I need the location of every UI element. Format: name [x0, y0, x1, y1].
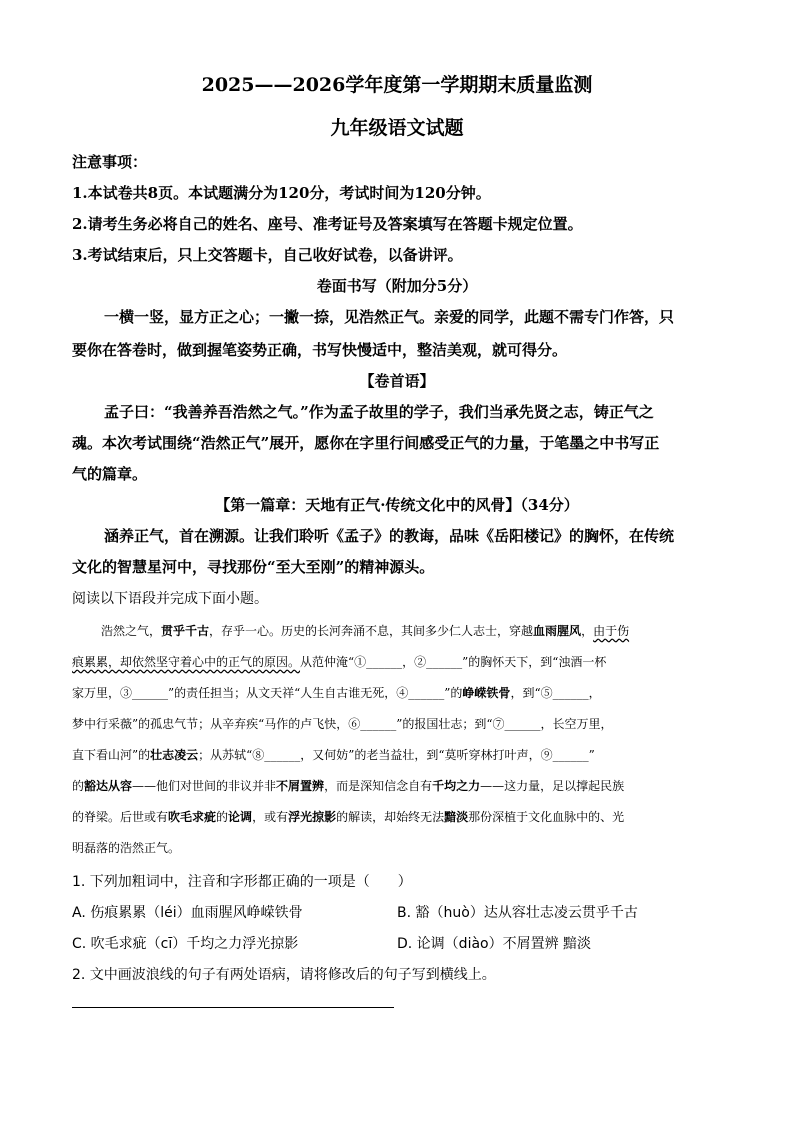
wavy-sentence-part-2: 痕累累，却依然坚守着心中的正气的原因。: [72, 655, 301, 669]
word-lundiao: 论调: [228, 810, 253, 824]
notice-item-3: 3.考试结束后，只上交答题卡，自己收好试卷，以备讲评。: [72, 246, 463, 264]
notice-heading: 注意事项：: [72, 153, 148, 171]
preface-line-1: 孟子曰：“我善养吾浩然之气。”作为孟子故里的学子，我们当承先贤之志，铸正气之: [104, 403, 654, 421]
wavy-sentence-part-1: 由于伤: [593, 624, 630, 638]
chapter1-line-1: 涵养正气，首在溯源。让我们聆听《孟子》的教诲，品味《岳阳楼记》的胸怀，在传统: [104, 527, 675, 545]
passage-line-7: 的脊梁。后世或有吹毛求疵的论调，或有浮光掠影的解读，却始终无法黯淡那份深植于文化血脉中的、光: [72, 810, 625, 824]
word-zhuangzhilingyun: 壮志凌云: [150, 748, 199, 762]
passage-line-3: 家万里，③______”的责任担当；从文天祥“人生自古谁无死，④______”的峥嵘铁骨，到“⑤______，: [72, 686, 601, 700]
word-andan: 黯淡: [444, 810, 469, 824]
passage-line-4: 梦中行采薇”的孤忠气节；从辛弃疾“马作的卢飞快，⑥______”的报国壮志；到“⑦______，长空万里，: [72, 717, 613, 731]
preface-line-2: 魂。本次考试围绕“浩然正气”展开，愿你在字里行间感受正气的力量，于笔墨之中书写正: [72, 434, 660, 452]
preface-heading: 【卷首语】: [359, 372, 435, 390]
exam-subtitle: 九年级语文试题: [330, 117, 464, 139]
notice-item-1: 1.本试卷共8页。本试题满分为120分，考试时间为120分钟。: [72, 184, 491, 202]
word-guanhuqiangu: 贯乎千古: [161, 624, 210, 638]
word-chuimaoqiuci: 吹毛求疵: [168, 810, 217, 824]
q1-option-c: C. 吹毛求疵（cī）千均之力浮光掠影: [72, 936, 299, 952]
q1-option-a: A. 伤痕累累（léi）血雨腥风峥嵘铁骨: [72, 905, 303, 921]
word-xueyuxingfeng: 血雨腥风: [533, 624, 582, 638]
passage-line-2: 痕累累，却依然坚守着心中的正气的原因。从范仲淹“①______，②______”的胸怀天下，到“浊酒一杯: [72, 655, 607, 669]
passage-line-5: 直下看山河”的壮志凌云；从苏轼“⑧______，又何妨”的老当益壮，到“莫听穿林打叶声，⑨______”: [72, 748, 595, 762]
answer-blank-line[interactable]: [72, 1007, 394, 1008]
passage-line-1: 浩然之气，贯乎千古，存乎一心。历史的长河奔涌不息，其间多少仁人志士，穿越血雨腥风，由于伤: [101, 624, 630, 638]
q1-option-d: D. 论调（diào）不屑置辨 黯淡: [397, 936, 592, 952]
preface-line-3: 气的篇章。: [72, 465, 148, 483]
word-fuguanglueying: 浮光掠影: [288, 810, 337, 824]
word-qianjunzhili: 千均之力: [432, 779, 481, 793]
passage-line-8: 明磊落的浩然正气。: [72, 841, 181, 855]
reading-instruction: 阅读以下语段并完成下面小题。: [72, 591, 268, 607]
word-huodacongrong: 豁达从容: [84, 779, 133, 793]
question-2: 2. 文中画波浪线的句子有两处语病，请将修改后的句子写到横线上。: [72, 967, 496, 983]
q1-option-b: B. 豁（huò）达从容壮志凌云贯乎千古: [397, 905, 638, 921]
chapter1-line-2: 文化的智慧星河中，寻找那份“至大至刚”的精神源头。: [72, 558, 435, 576]
word-buxiezhibian: 不屑置辨: [276, 779, 325, 793]
notice-item-2: 2.请考生务必将自己的姓名、座号、准考证号及答案填写在答题卡规定位置。: [72, 215, 583, 233]
word-zhengrongtiegu: 峥嵘铁骨: [462, 686, 511, 700]
question-1: 1. 下列加粗词中，注音和字形都正确的一项是（ ）: [72, 874, 412, 890]
writing-line-2: 要你在答卷时，做到握笔姿势正确，书写快慢适中，整洁美观，就可得分。: [72, 341, 568, 359]
writing-heading: 卷面书写（附加分5分）: [316, 277, 478, 295]
chapter1-heading: 【第一篇章：天地有正气·传统文化中的风骨】（34分）: [215, 496, 579, 514]
passage-line-6: 的豁达从容——他们对世间的非议并非不屑置辨，而是深知信念自有千均之力——这力量，足以撑起民族: [72, 779, 625, 793]
exam-title: 2025——2026学年度第一学期期末质量监测: [201, 74, 593, 96]
writing-line-1: 一横一竖，显方正之心；一撇一捺，见浩然正气。亲爱的同学，此题不需专门作答，只: [104, 308, 675, 326]
